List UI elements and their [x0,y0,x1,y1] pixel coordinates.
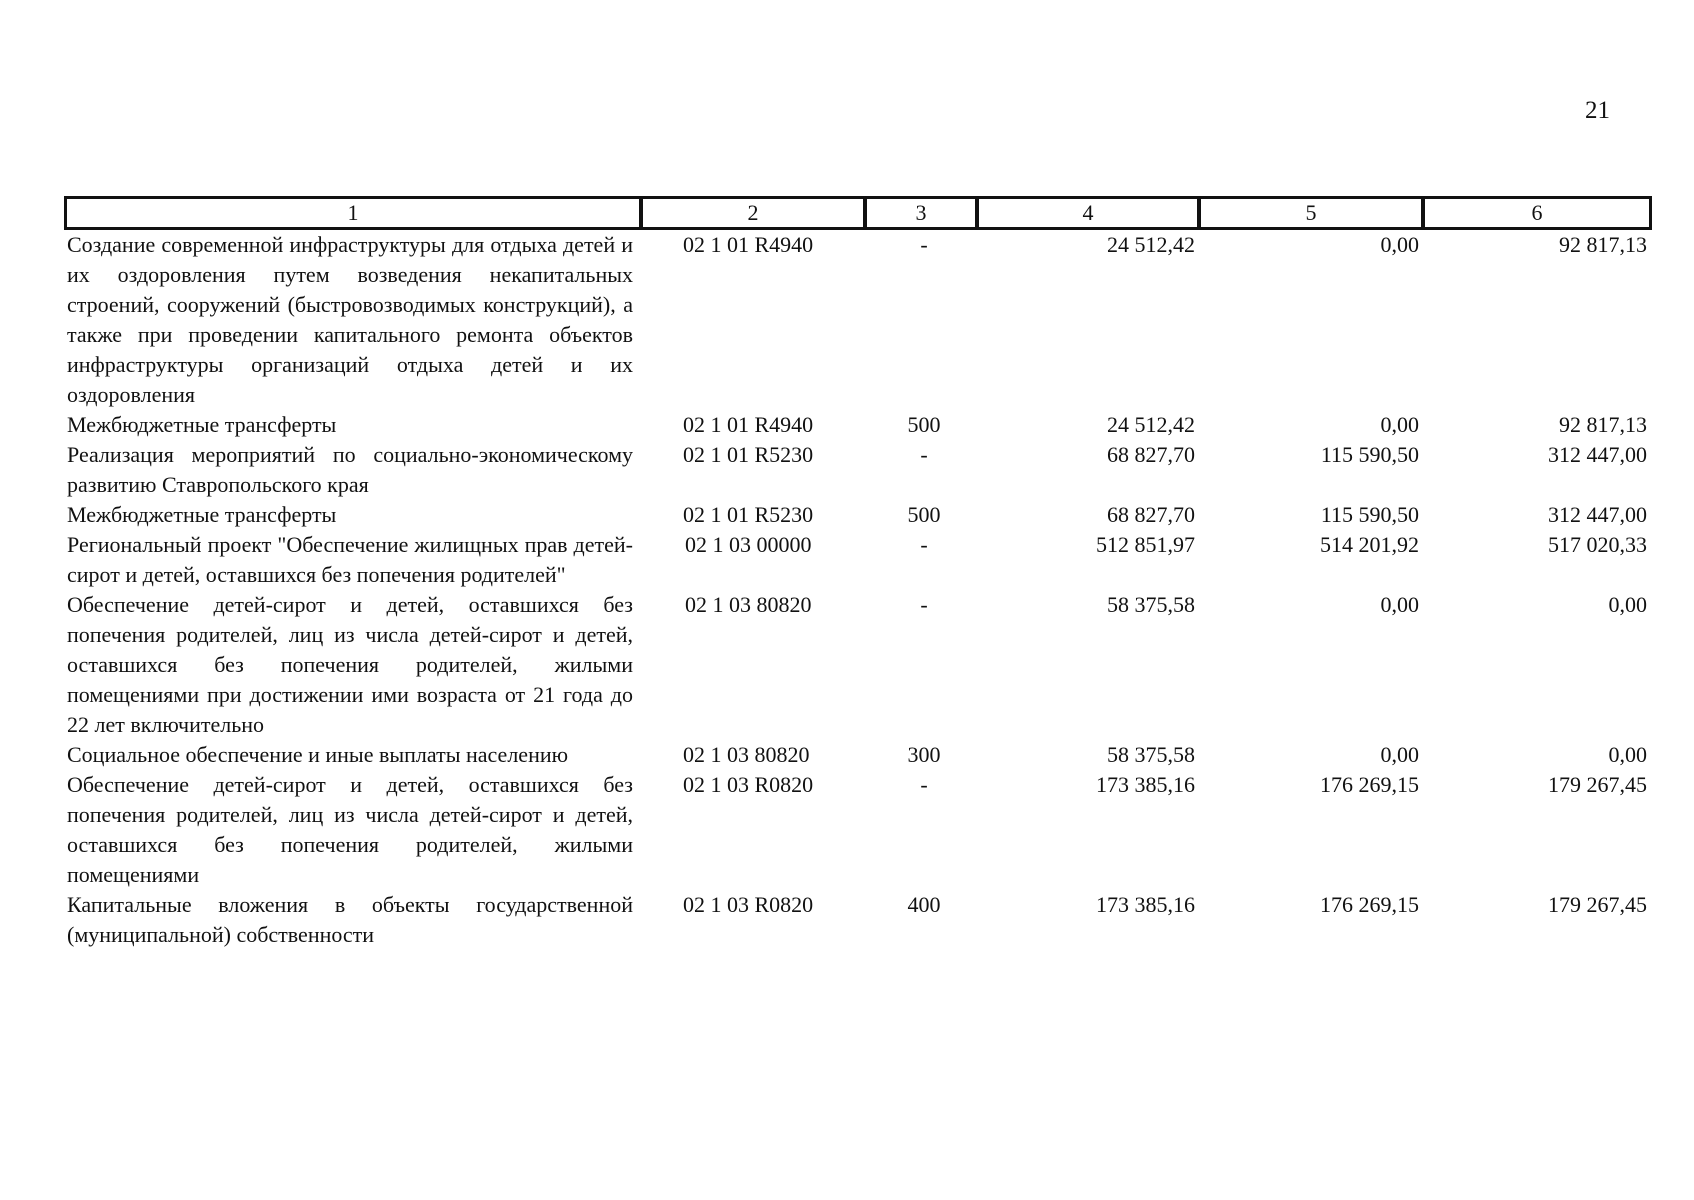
row-value-2: 115 590,50 [1320,502,1419,527]
row-code: 02 1 01 R5230 [683,502,814,527]
row-code: 02 1 03 80820 [683,742,810,767]
row-value-3: 517 020,33 [1548,532,1647,557]
row-value-2: 514 201,92 [1320,532,1419,557]
row-name: Межбюджетные трансферты [67,412,337,437]
table-row [65,500,1651,530]
row-name: Региональный проект "Обеспечение жилищных прав детей-сирот и детей, оставшихся без попечения родителей" [67,532,633,587]
row-name: Капитальные вложения в объекты государственной (муниципальной) собственности [67,892,633,947]
row-expense-type: - [920,442,928,467]
table-header [65,197,1651,229]
row-expense-type: 400 [907,892,941,917]
table-row [65,229,1651,410]
column-number-4: 4 [977,197,1199,229]
row-name: Реализация мероприятий по социально-экономическому развитию Ставропольского края [67,442,633,497]
column-number-2: 2 [641,197,865,229]
row-name: Обеспечение детей-сирот и детей, оставшихся без попечения родителей, лиц из числа детей-сирот и детей, оставшихся без попечения родителей, жилыми помещениями при достижении ими возраста от 21 года до 22 лет включительно [67,592,633,737]
header-row [65,197,1651,229]
row-code: 02 1 03 R0820 [683,892,814,917]
row-code: 02 1 03 80820 [685,592,812,617]
row-value-1: 24 512,42 [1107,412,1195,437]
row-value-3: 312 447,00 [1548,442,1647,467]
row-value-1: 173 385,16 [1096,772,1195,797]
row-code: 02 1 01 R5230 [683,442,814,467]
row-expense-type: 500 [907,502,941,527]
row-value-1: 68 827,70 [1107,502,1195,527]
row-value-2: 0,00 [1380,412,1419,437]
table-row [65,890,1651,950]
row-name: Межбюджетные трансферты [67,502,337,527]
table-row [65,590,1651,740]
table-row [65,740,1651,770]
row-value-1: 24 512,42 [1107,232,1195,257]
column-number-6: 6 [1423,197,1651,229]
table-row [65,530,1651,590]
row-code: 02 1 03 R0820 [683,772,814,797]
table-row [65,440,1651,500]
row-value-2: 176 269,15 [1320,772,1419,797]
column-number-3: 3 [865,197,977,229]
row-name: Социальное обеспечение и иные выплаты населению [67,742,569,767]
column-number-1: 1 [65,197,641,229]
budget-table [64,196,1652,950]
page-number: 21 [1585,97,1610,124]
row-value-3: 0,00 [1608,592,1647,617]
row-expense-type: - [920,772,928,797]
row-expense-type: - [920,232,928,257]
row-expense-type: 500 [907,412,941,437]
row-value-3: 92 817,13 [1559,232,1647,257]
row-value-2: 115 590,50 [1320,442,1419,467]
row-value-3: 92 817,13 [1559,412,1647,437]
row-value-3: 312 447,00 [1548,502,1647,527]
row-code: 02 1 01 R4940 [683,412,814,437]
row-value-1: 58 375,58 [1107,592,1195,617]
table-row [65,770,1651,890]
row-value-2: 0,00 [1380,742,1419,767]
row-value-1: 512 851,97 [1096,532,1195,557]
table-body [65,229,1651,950]
row-value-3: 179 267,45 [1548,892,1647,917]
row-code: 02 1 01 R4940 [683,232,814,257]
row-value-1: 173 385,16 [1096,892,1195,917]
row-expense-type: - [920,532,928,557]
column-number-5: 5 [1199,197,1423,229]
row-value-3: 0,00 [1608,742,1647,767]
row-value-1: 58 375,58 [1107,742,1195,767]
row-expense-type: - [920,592,928,617]
table-row [65,410,1651,440]
row-code: 02 1 03 00000 [685,532,812,557]
row-value-3: 179 267,45 [1548,772,1647,797]
row-value-2: 176 269,15 [1320,892,1419,917]
row-value-1: 68 827,70 [1107,442,1195,467]
row-name: Обеспечение детей-сирот и детей, оставшихся без попечения родителей, лиц из числа детей-сирот и детей, оставшихся без попечения родителей, жилыми помещениями [67,772,633,887]
row-value-2: 0,00 [1380,232,1419,257]
row-expense-type: 300 [907,742,941,767]
row-name: Создание современной инфраструктуры для отдыха детей и их оздоровления путем возведения некапитальных строений, сооружений (быстровозводимых конструкций), а также при проведении капитального ремонта объектов инфраструктуры организаций отдыха детей и их оздоровления [67,232,633,407]
row-value-2: 0,00 [1380,592,1419,617]
